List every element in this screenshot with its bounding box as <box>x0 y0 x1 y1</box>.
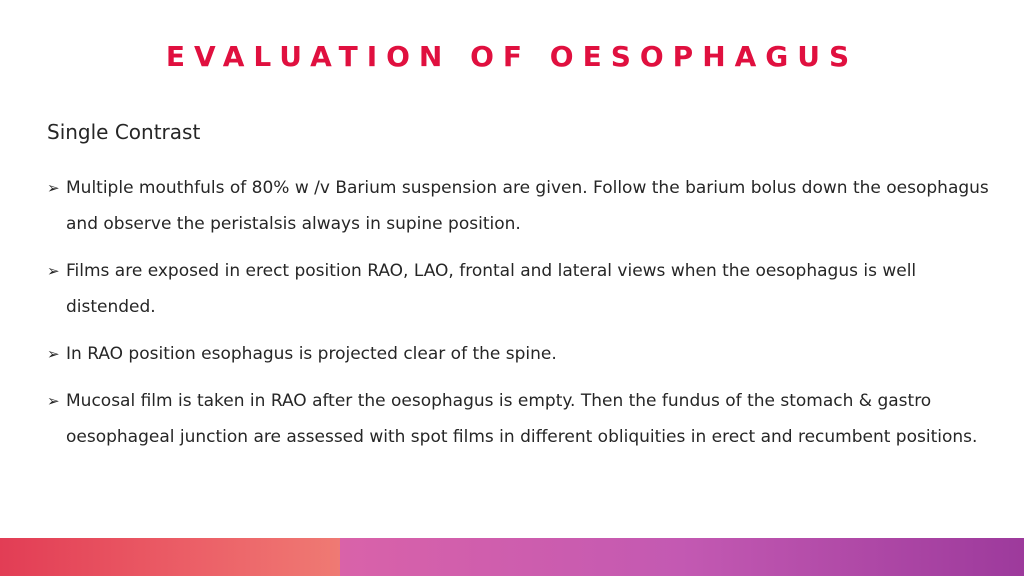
bullet-item <box>47 170 1007 242</box>
band-segment-magenta <box>340 538 1024 576</box>
arrow-bullet-icon: ➢ <box>47 262 60 280</box>
section-subtitle: Single Contrast <box>47 120 201 144</box>
slide-title: EVALUATION OF OESOPHAGUS <box>165 40 859 73</box>
bullet-text: Mucosal film is taken in RAO after the oesophagus is empty. Then the fundus of the stomach & gastro oesophageal junction are assessed with spot films in different obliquities in erect and recumbent positions. <box>66 391 978 447</box>
bullet-text: In RAO position esophagus is projected clear of the spine. <box>66 344 557 364</box>
arrow-bullet-icon: ➢ <box>47 179 60 197</box>
bullet-item <box>47 253 1007 325</box>
arrow-bullet-icon: ➢ <box>47 345 60 363</box>
bullet-item <box>47 383 1007 455</box>
bullet-list <box>47 170 1007 466</box>
bullet-item <box>47 336 1007 372</box>
decorative-bottom-band <box>0 538 1024 576</box>
bullet-text: Films are exposed in erect position RAO, LAO, frontal and lateral views when the oesophagus is well distended. <box>66 261 917 317</box>
bullet-text: Multiple mouthfuls of 80% w /v Barium suspension are given. Follow the barium bolus down the oesophagus and observe the peristalsis always in supine position. <box>66 178 989 234</box>
band-segment-coral <box>0 538 340 576</box>
arrow-bullet-icon: ➢ <box>47 392 60 410</box>
